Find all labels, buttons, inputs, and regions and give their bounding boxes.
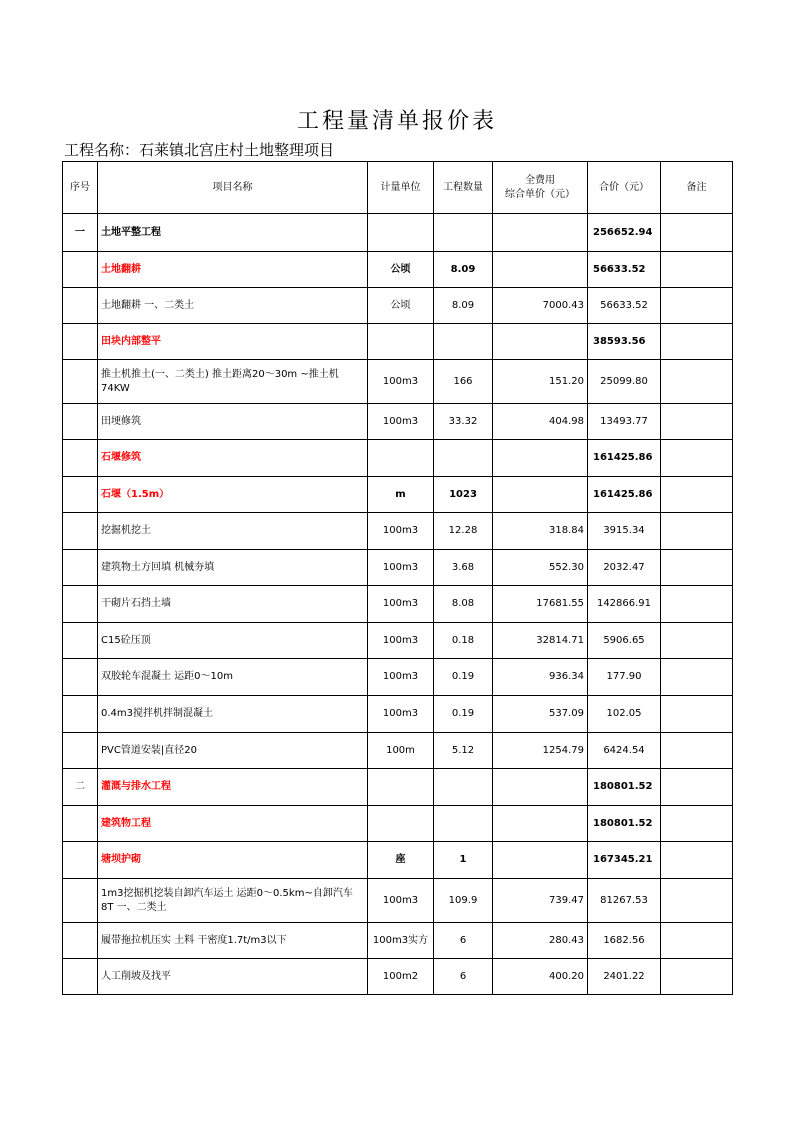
table-row bbox=[63, 959, 733, 995]
cell-name: 双胶轮车混凝土 运距0～10m bbox=[98, 659, 368, 696]
cell-qty bbox=[434, 214, 493, 252]
cell-total: 180801.52 bbox=[588, 806, 661, 842]
cell-qty: 166 bbox=[434, 360, 493, 404]
cell-price: 936.34 bbox=[493, 659, 588, 696]
cell-unit: 100m3 bbox=[368, 696, 434, 733]
header-unit: 计量单位 bbox=[368, 162, 434, 214]
cell-seq bbox=[63, 252, 98, 288]
cell-seq bbox=[63, 806, 98, 842]
cell-total: 161425.86 bbox=[588, 477, 661, 513]
cell-seq bbox=[63, 659, 98, 696]
cell-unit bbox=[368, 214, 434, 252]
cell-unit: 100m3 bbox=[368, 360, 434, 404]
cell-qty bbox=[434, 806, 493, 842]
cell-price bbox=[493, 324, 588, 360]
cell-unit: 100m bbox=[368, 733, 434, 769]
cell-seq bbox=[63, 404, 98, 440]
cell-unit: 100m3实方 bbox=[368, 923, 434, 959]
cell-name: 建筑物工程 bbox=[98, 806, 368, 842]
table-row bbox=[63, 440, 733, 477]
cell-total: 2401.22 bbox=[588, 959, 661, 995]
table-row bbox=[63, 404, 733, 440]
cell-seq bbox=[63, 288, 98, 324]
cell-remark bbox=[661, 477, 733, 513]
cell-remark bbox=[661, 623, 733, 659]
cell-price: 7000.43 bbox=[493, 288, 588, 324]
cell-price: 151.20 bbox=[493, 360, 588, 404]
cell-remark bbox=[661, 360, 733, 404]
cell-remark bbox=[661, 806, 733, 842]
cell-name: 土地翻耕 一、二类土 bbox=[98, 288, 368, 324]
header-name: 项目名称 bbox=[98, 162, 368, 214]
cell-price: 552.30 bbox=[493, 550, 588, 586]
cell-unit: 公顷 bbox=[368, 252, 434, 288]
cell-name: C15砼压顶 bbox=[98, 623, 368, 659]
table-row bbox=[63, 733, 733, 769]
table-row bbox=[63, 696, 733, 733]
cell-total: 256652.94 bbox=[588, 214, 661, 252]
cell-name: 1m3挖掘机挖装自卸汽车运土 运距0～0.5km~自卸汽车8T 一、二类土 bbox=[98, 879, 368, 923]
cell-unit: 100m3 bbox=[368, 513, 434, 550]
cell-unit bbox=[368, 769, 434, 806]
table-row bbox=[63, 806, 733, 842]
cell-unit: 100m3 bbox=[368, 550, 434, 586]
cell-unit: 座 bbox=[368, 842, 434, 879]
table-row bbox=[63, 879, 733, 923]
cell-qty: 0.19 bbox=[434, 696, 493, 733]
cell-name: 田块内部整平 bbox=[98, 324, 368, 360]
document-title: 工程量清单报价表 bbox=[296, 109, 497, 134]
cell-total: 161425.86 bbox=[588, 440, 661, 477]
cell-total: 142866.91 bbox=[588, 586, 661, 623]
quote-table bbox=[62, 161, 733, 995]
cell-price bbox=[493, 214, 588, 252]
cell-remark bbox=[661, 879, 733, 923]
cell-price: 739.47 bbox=[493, 879, 588, 923]
cell-qty: 1 bbox=[434, 842, 493, 879]
cell-qty: 8.09 bbox=[434, 252, 493, 288]
cell-qty: 3.68 bbox=[434, 550, 493, 586]
table-row bbox=[63, 923, 733, 959]
cell-seq bbox=[63, 477, 98, 513]
cell-name: 塘坝护砌 bbox=[98, 842, 368, 879]
table-row bbox=[63, 324, 733, 360]
cell-unit: 100m3 bbox=[368, 404, 434, 440]
table-row bbox=[63, 477, 733, 513]
cell-name: 人工削坡及找平 bbox=[98, 959, 368, 995]
header-qty: 工程数量 bbox=[434, 162, 493, 214]
cell-total: 177.90 bbox=[588, 659, 661, 696]
cell-remark bbox=[661, 550, 733, 586]
cell-name: 干砌片石挡土墙 bbox=[98, 586, 368, 623]
cell-total: 1682.56 bbox=[588, 923, 661, 959]
cell-remark bbox=[661, 324, 733, 360]
cell-qty: 8.09 bbox=[434, 288, 493, 324]
cell-remark bbox=[661, 842, 733, 879]
cell-unit: m bbox=[368, 477, 434, 513]
cell-seq: 二 bbox=[63, 769, 98, 806]
cell-name: 石堰修筑 bbox=[98, 440, 368, 477]
cell-name: 土地平整工程 bbox=[98, 214, 368, 252]
header-row bbox=[63, 162, 733, 214]
cell-price bbox=[493, 769, 588, 806]
cell-total: 5906.65 bbox=[588, 623, 661, 659]
cell-price: 280.43 bbox=[493, 923, 588, 959]
cell-unit: 100m2 bbox=[368, 959, 434, 995]
cell-seq bbox=[63, 696, 98, 733]
cell-seq bbox=[63, 550, 98, 586]
cell-total: 6424.54 bbox=[588, 733, 661, 769]
table-row bbox=[63, 252, 733, 288]
cell-seq bbox=[63, 513, 98, 550]
cell-unit: 100m3 bbox=[368, 879, 434, 923]
cell-qty: 12.28 bbox=[434, 513, 493, 550]
header-total: 合价（元） bbox=[588, 162, 661, 214]
cell-price: 404.98 bbox=[493, 404, 588, 440]
table-row bbox=[63, 360, 733, 404]
cell-price bbox=[493, 477, 588, 513]
cell-seq bbox=[63, 623, 98, 659]
cell-remark bbox=[661, 923, 733, 959]
cell-total: 81267.53 bbox=[588, 879, 661, 923]
cell-price: 17681.55 bbox=[493, 586, 588, 623]
cell-price bbox=[493, 440, 588, 477]
cell-qty: 6 bbox=[434, 959, 493, 995]
cell-remark bbox=[661, 252, 733, 288]
cell-unit: 100m3 bbox=[368, 586, 434, 623]
cell-total: 56633.52 bbox=[588, 288, 661, 324]
cell-qty: 33.32 bbox=[434, 404, 493, 440]
cell-remark bbox=[661, 659, 733, 696]
cell-seq bbox=[63, 879, 98, 923]
cell-price bbox=[493, 842, 588, 879]
cell-total: 2032.47 bbox=[588, 550, 661, 586]
cell-price bbox=[493, 252, 588, 288]
header-price-line2: 综合单价（元） bbox=[505, 188, 575, 200]
cell-name: PVC管道安装|直径20 bbox=[98, 733, 368, 769]
cell-price: 537.09 bbox=[493, 696, 588, 733]
cell-price bbox=[493, 806, 588, 842]
cell-remark bbox=[661, 440, 733, 477]
cell-seq bbox=[63, 842, 98, 879]
cell-seq bbox=[63, 360, 98, 404]
cell-seq bbox=[63, 324, 98, 360]
cell-name: 田埂修筑 bbox=[98, 404, 368, 440]
header-remark: 备注 bbox=[661, 162, 733, 214]
cell-qty bbox=[434, 324, 493, 360]
table-row bbox=[63, 214, 733, 252]
cell-remark bbox=[661, 586, 733, 623]
cell-remark bbox=[661, 769, 733, 806]
cell-name: 石堰（1.5m） bbox=[98, 477, 368, 513]
cell-qty: 6 bbox=[434, 923, 493, 959]
cell-remark bbox=[661, 513, 733, 550]
cell-name: 灌溉与排水工程 bbox=[98, 769, 368, 806]
cell-price: 32814.71 bbox=[493, 623, 588, 659]
cell-seq: 一 bbox=[63, 214, 98, 252]
cell-qty bbox=[434, 440, 493, 477]
cell-name: 0.4m3搅拌机拌制混凝土 bbox=[98, 696, 368, 733]
cell-remark bbox=[661, 696, 733, 733]
table-row bbox=[63, 513, 733, 550]
cell-unit: 100m3 bbox=[368, 659, 434, 696]
cell-unit: 公顷 bbox=[368, 288, 434, 324]
cell-total: 3915.34 bbox=[588, 513, 661, 550]
cell-total: 56633.52 bbox=[588, 252, 661, 288]
header-seq: 序号 bbox=[63, 162, 98, 214]
cell-seq bbox=[63, 923, 98, 959]
cell-name: 履带拖拉机压实 土料 干密度1.7t/m3以下 bbox=[98, 923, 368, 959]
cell-total: 38593.56 bbox=[588, 324, 661, 360]
cell-total: 13493.77 bbox=[588, 404, 661, 440]
cell-price: 400.20 bbox=[493, 959, 588, 995]
cell-remark bbox=[661, 214, 733, 252]
cell-unit bbox=[368, 440, 434, 477]
cell-price: 1254.79 bbox=[493, 733, 588, 769]
cell-total: 102.05 bbox=[588, 696, 661, 733]
cell-remark bbox=[661, 959, 733, 995]
cell-qty: 5.12 bbox=[434, 733, 493, 769]
cell-name: 土地翻耕 bbox=[98, 252, 368, 288]
cell-name: 推土机推土(一、二类土) 推土距离20～30m ~推土机74KW bbox=[98, 360, 368, 404]
cell-total: 180801.52 bbox=[588, 769, 661, 806]
cell-remark bbox=[661, 288, 733, 324]
cell-seq bbox=[63, 959, 98, 995]
header-price-line1: 全费用 bbox=[525, 174, 555, 186]
cell-name: 挖掘机挖土 bbox=[98, 513, 368, 550]
table-row bbox=[63, 842, 733, 879]
cell-name: 建筑物土方回填 机械夯填 bbox=[98, 550, 368, 586]
cell-remark bbox=[661, 733, 733, 769]
table-row bbox=[63, 623, 733, 659]
cell-qty bbox=[434, 769, 493, 806]
cell-unit: 100m3 bbox=[368, 623, 434, 659]
cell-qty: 109.9 bbox=[434, 879, 493, 923]
cell-qty: 0.18 bbox=[434, 623, 493, 659]
cell-unit bbox=[368, 806, 434, 842]
cell-qty: 8.08 bbox=[434, 586, 493, 623]
cell-price: 318.84 bbox=[493, 513, 588, 550]
table-row bbox=[63, 659, 733, 696]
table-row bbox=[63, 288, 733, 324]
table-row bbox=[63, 769, 733, 806]
cell-seq bbox=[63, 586, 98, 623]
cell-seq bbox=[63, 733, 98, 769]
cell-qty: 0.19 bbox=[434, 659, 493, 696]
project-name: 工程名称：石莱镇北宫庄村土地整理项目 bbox=[64, 141, 335, 159]
cell-total: 167345.21 bbox=[588, 842, 661, 879]
table-row bbox=[63, 550, 733, 586]
table-row bbox=[63, 586, 733, 623]
cell-qty: 1023 bbox=[434, 477, 493, 513]
cell-seq bbox=[63, 440, 98, 477]
cell-total: 25099.80 bbox=[588, 360, 661, 404]
cell-remark bbox=[661, 404, 733, 440]
cell-unit bbox=[368, 324, 434, 360]
header-price bbox=[493, 162, 588, 214]
